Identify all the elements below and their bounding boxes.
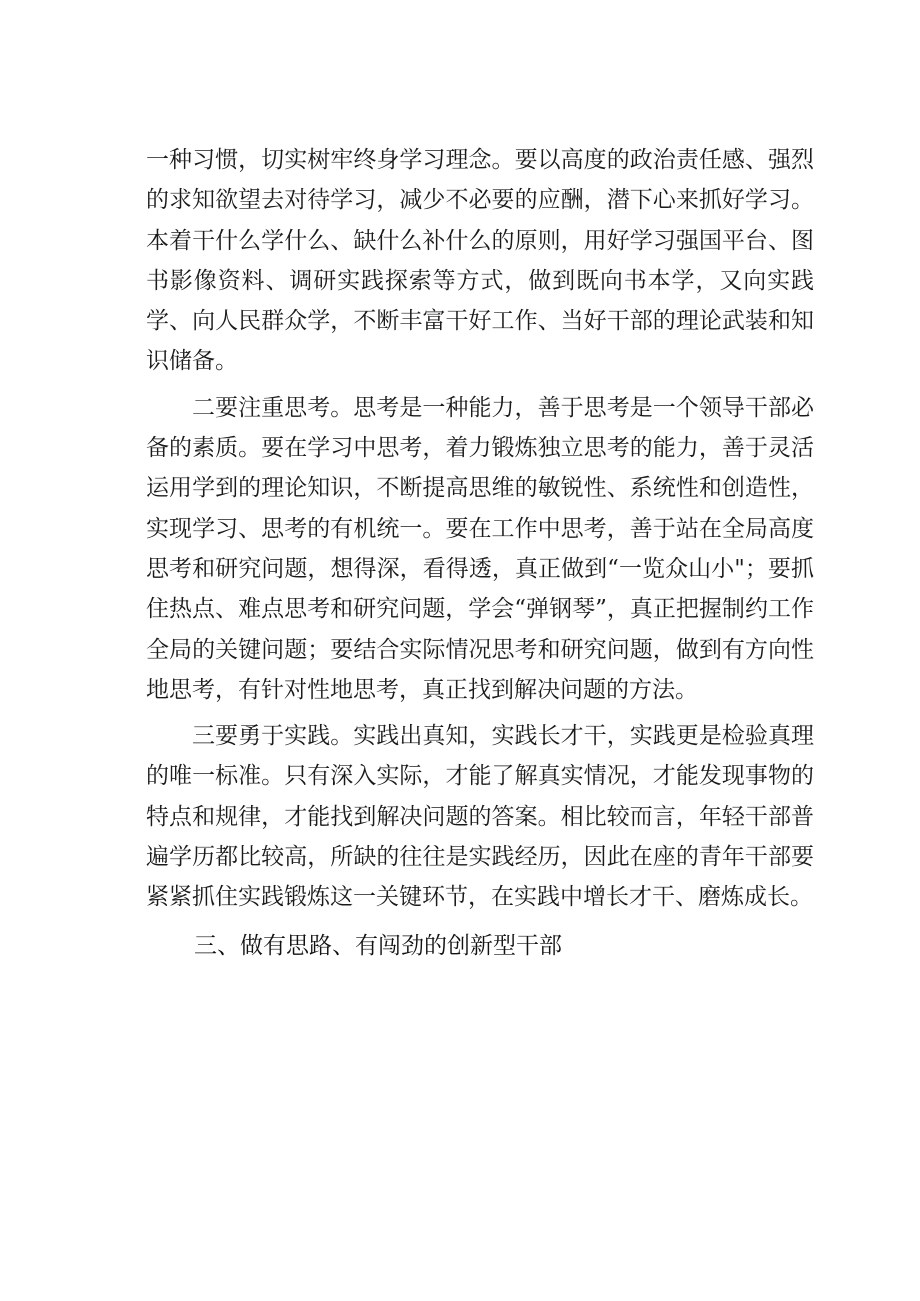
section-heading: 三、做有思路、有闯劲的创新型干部 bbox=[194, 932, 562, 959]
paragraph-continuation: 一种习惯，切实树牢终身学习理念。要以高度的政治责任感、强烈的求知欲望去对待学习，减少不必要的应酬，潜下心来抓好学习。本着干什么学什么、缺什么补什么的原则，用好学习强国平台、图书影像资料、调研实践探索等方式，做到既向书本学，又向实践学、向人民群众学，不断丰富干好工作、当好干部的理论武装和知识储备。 bbox=[146, 147, 814, 375]
paragraph-practice: 三要勇于实践。实践出真知，实践长才干，实践更是检验真理的唯一标准。只有深入实际，才能了解真实情况，才能发现事物的特点和规律，才能找到解决问题的答案。相比较而言，年轻干部普遍学历都比较高，所缺的往往是实践经历，因此在座的青年干部要紧紧抓住实践锻炼这一关键环节，在实践中增长才干、磨炼成长。 bbox=[146, 723, 814, 911]
document-body bbox=[146, 140, 814, 966]
paragraph-thinking: 二要注重思考。思考是一种能力，善于思考是一个领导干部必备的素质。要在学习中思考，着力锻炼独立思考的能力，善于灵活运用学到的理论知识，不断提高思维的敏锐性、系统性和创造性，实现学习、思考的有机统一。要在工作中思考，善于站在全局高度思考和研究问题，想得深，看得透，真正做到“一览众山小"；要抓住热点、难点思考和研究问题，学会“弹钢琴”，真正把握制约工作全局的关键问题；要结合实际情况思考和研究问题，做到有方向性地思考，有针对性地思考，真正找到解决问题的方法。 bbox=[146, 394, 814, 703]
